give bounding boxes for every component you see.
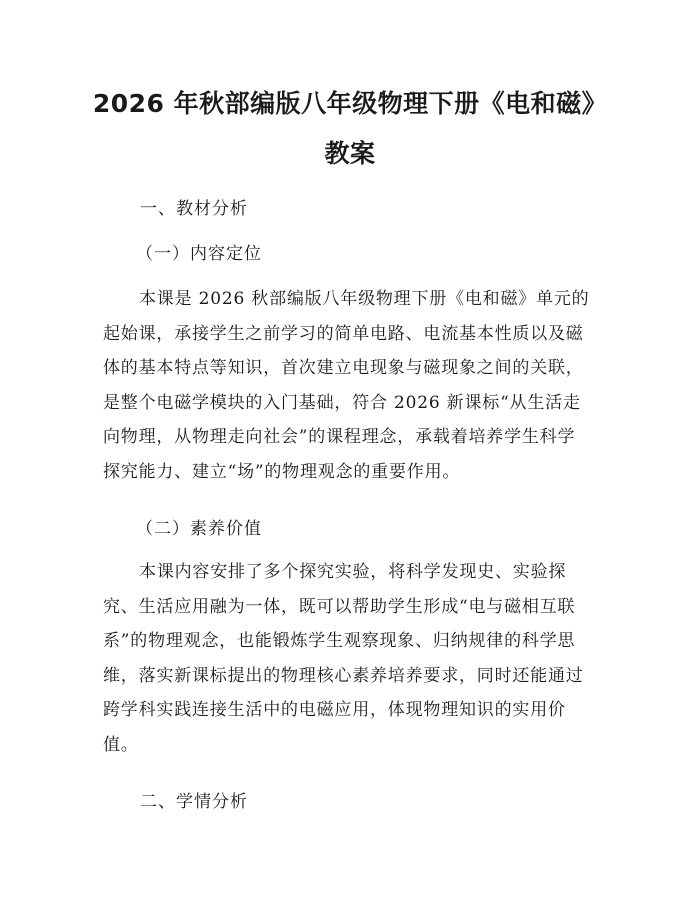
paragraph-line: 跨学科实践连接生活中的电磁应用，体现物理知识的实用价 [103, 700, 566, 720]
paragraph-content-positioning [103, 282, 603, 489]
paragraph-line: 本课内容安排了多个探究实验，将科学发现史、实验探 [139, 562, 567, 582]
document-title-line-2: 教案 [324, 139, 376, 168]
paragraph-line: 值。 [103, 734, 139, 755]
paragraph-line: 维，落实新课标提出的物理核心素养培养要求，同时还能通过 [103, 665, 584, 686]
paragraph-line: 体的基本特点等知识，首次建立电现象与磁现象之间的关联， [103, 358, 584, 378]
subsection-heading-content-positioning: （一）内容定位 [136, 244, 262, 264]
paragraph-line: 是整个电磁学模块的入门基础，符合 2026 新课标“从生活走 [103, 392, 581, 413]
section-heading-learner-analysis: 二、学情分析 [140, 792, 248, 812]
paragraph-line: 究、生活应用融为一体，既可以帮助学生形成“电与磁相互联 [103, 596, 576, 617]
document-title-line-1: 2026 年秋部编版八年级物理下册《电和磁》 [92, 89, 608, 118]
subsection-heading-literacy-value: （二）素养价值 [136, 519, 262, 539]
section-heading-textbook-analysis: 一、教材分析 [140, 199, 248, 219]
paragraph-line: 起始课，承接学生之前学习的简单电路、电流基本性质以及磁 [103, 323, 584, 344]
paragraph-line: 向物理，从物理走向社会”的课程理念，承载着培养学生科学 [103, 427, 576, 447]
paragraph-line: 探究能力、建立“场”的物理观念的重要作用。 [103, 461, 461, 482]
paragraph-line: 本课是 2026 秋部编版八年级物理下册《电和磁》单元的 [139, 289, 590, 309]
paragraph-line: 系”的物理观念，也能锻炼学生观察现象、归纳规律的科学思 [103, 631, 576, 651]
paragraph-literacy-value [103, 555, 603, 762]
